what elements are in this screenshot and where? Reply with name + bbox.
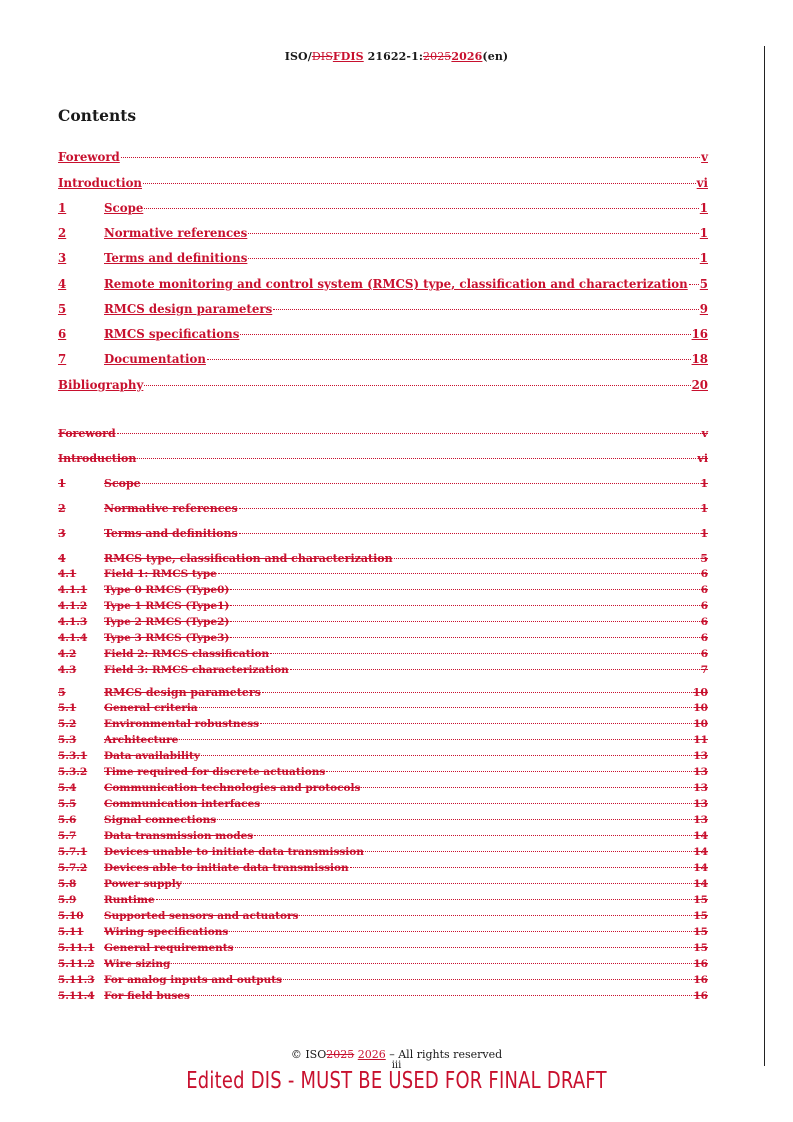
toc-leader-dots [689,284,699,285]
page-number: iii [391,1060,402,1071]
toc-entry[interactable] [58,584,708,596]
toc-entry[interactable] [58,798,708,810]
toc-entry-page: 20 [691,378,708,392]
toc-entry[interactable] [58,251,708,265]
toc-entry[interactable] [58,830,708,842]
toc-leader-dots [240,334,690,335]
toc-leader-dots [262,692,692,693]
toc-entry-page: 16 [693,958,708,970]
toc-entry-title: Communication interfaces [104,798,261,810]
toc-leader-dots [230,637,699,638]
toc-entry[interactable] [58,846,708,858]
toc-leader-dots [248,233,698,234]
toc-entry-number: 5.11.4 [58,990,95,1002]
toc-entry-number: 7 [58,352,67,366]
toc-leader-dots [191,995,693,996]
change-bar [764,46,765,1066]
toc-entry-page: 13 [693,782,708,794]
toc-leader-dots [326,771,692,772]
toc-entry-title: Environmental robustness [104,718,260,730]
toc-entry-number: 1 [58,201,67,215]
toc-leader-dots [171,963,692,964]
toc-entry-page: 9 [699,302,708,316]
toc-entry-page: 16 [693,990,708,1002]
toc-entry-number: 5.11.2 [58,958,95,970]
toc-entry-page: 1 [699,201,708,215]
toc-entry[interactable] [58,648,708,660]
toc-entry[interactable] [58,862,708,874]
toc-leader-dots [156,899,693,900]
toc-entry-page: 14 [693,846,708,858]
toc-entry-number: 1 [58,477,66,490]
toc-entry-title: Normative references [104,502,238,515]
toc-entry[interactable] [58,150,708,164]
toc-entry-title: Devices able to initiate data transmission [104,862,349,874]
toc-entry-title: Data transmission modes [104,830,254,842]
toc-entry[interactable] [58,718,708,730]
toc-entry[interactable] [58,378,708,392]
toc-entry[interactable] [58,782,708,794]
toc-entry-page: 15 [693,926,708,938]
toc-entry-title: Type 0 RMCS (Type0) [104,584,230,596]
toc-entry-page: 14 [693,830,708,842]
toc-entry-number: 5.6 [58,814,77,826]
toc-leader-dots [299,915,692,916]
toc-entry-page: 6 [700,600,708,612]
toc-leader-dots [144,385,690,386]
toc-entry-number: 4.3 [58,664,77,676]
toc-leader-dots [365,851,692,852]
toc-entry[interactable] [58,201,708,215]
toc-entry[interactable] [58,226,708,240]
toc-entry-title: Terms and definitions [104,527,238,540]
header-middle: 21622-1: [363,50,423,63]
toc-entry-number: 5.1 [58,702,77,714]
toc-entry-number: 5.3.1 [58,750,88,762]
toc-entry-number: 5.3 [58,734,77,746]
toc-entry[interactable] [58,568,708,580]
toc-entry-page: 13 [693,814,708,826]
header-inserted-year: 2026 [451,50,483,63]
toc-leader-dots [283,979,692,980]
toc-entry-number: 5.5 [58,798,77,810]
toc-entry-title: Terms and definitions [104,251,248,265]
toc-entry-page: 16 [693,974,708,986]
toc-entry[interactable] [58,327,708,341]
toc-entry-page: 5 [700,552,708,565]
toc-entry-title: Wire sizing [104,958,171,970]
toc-entry-number: 4.2 [58,648,77,660]
toc-entry-title: Data availability [104,750,200,762]
toc-entry-page: 10 [693,702,708,714]
toc-entry-page: 5 [699,277,708,291]
toc-entry[interactable] [58,734,708,746]
toc-entry-number: 5.2 [58,718,77,730]
toc-leader-dots [230,621,699,622]
toc-leader-dots [229,931,692,932]
toc-leader-dots [117,433,701,434]
footer-prefix: © ISO [290,1048,327,1061]
toc-entry-page: 13 [693,750,708,762]
toc-entry-title: Bibliography [58,378,144,392]
toc-leader-dots [270,653,699,654]
toc-entry-page: v [701,150,708,164]
toc-entry-number: 2 [58,502,66,515]
toc-leader-dots [230,589,699,590]
toc-entry-number: 6 [58,327,67,341]
toc-leader-dots [217,819,692,820]
toc-entry-number: 4 [58,277,67,291]
toc-entry-page: 13 [693,798,708,810]
toc-entry[interactable] [58,552,708,565]
toc-entry[interactable] [58,814,708,826]
toc-entry-page: 15 [693,942,708,954]
toc-entry[interactable] [58,452,708,465]
toc-entry-number: 5.11 [58,926,84,938]
toc-entry[interactable] [58,477,708,490]
header-deleted-stage: DIS [311,50,333,63]
toc-leader-dots [143,183,696,184]
header-inserted-stage: FDIS [332,50,364,63]
toc-entry-title: Power supply [104,878,182,890]
toc-entry-number: 5.11.1 [58,942,95,954]
toc-leader-dots [261,803,692,804]
toc-entry-number: 5.7.1 [58,846,88,858]
toc-entry-page: 7 [700,664,708,676]
toc-entry-title: For field buses [104,990,190,1002]
toc-entry-page: 1 [700,527,708,540]
toc-entry-number: 5 [58,302,67,316]
toc-entry-number: 4.1.4 [58,632,88,644]
toc-entry[interactable] [58,427,708,440]
toc-entry-title: Normative references [104,226,248,240]
toc-entry-page: 16 [691,327,708,341]
toc-entry-title: Documentation [104,352,206,366]
toc-entry-title: RMCS design parameters [104,686,261,699]
toc-entry-number: 5.3.2 [58,766,88,778]
toc-entry-page: 6 [700,616,708,628]
toc-leader-dots [273,309,699,310]
toc-entry-title: Field 1: RMCS type [104,568,217,580]
toc-entry[interactable] [58,926,708,938]
toc-entry-title: Introduction [58,176,143,190]
toc-entry-page: vi [697,452,708,465]
toc-entry-title: Type 3 RMCS (Type3) [104,632,230,644]
toc-entry-page: 6 [700,584,708,596]
toc-entry-page: v [701,427,708,440]
toc-entry-title: Type 2 RMCS (Type2) [104,616,230,628]
toc-entry[interactable] [58,176,708,190]
toc-entry-title: Introduction [58,452,137,465]
toc-entry-page: 6 [700,632,708,644]
toc-entry-title: Foreword [58,427,116,440]
toc-leader-dots [218,573,700,574]
toc-entry-page: 11 [693,734,708,746]
toc-entry[interactable] [58,990,708,1002]
header-prefix: ISO/ [284,50,312,63]
toc-entry-page: 13 [693,766,708,778]
toc-entry-title: General requirements [104,942,234,954]
footer-suffix: – All rights reserved [385,1048,503,1061]
toc-leader-dots [235,947,693,948]
toc-entry[interactable] [58,766,708,778]
toc-entry-title: Runtime [104,894,155,906]
toc-leader-dots [230,605,699,606]
toc-entry[interactable] [58,878,708,890]
toc-entry-page: 14 [693,862,708,874]
toc-leader-dots [137,458,696,459]
toc-leader-dots [183,883,693,884]
toc-entry-page: 15 [693,910,708,922]
toc-entry[interactable] [58,632,708,644]
toc-entry-title: Time required for discrete actuations [104,766,326,778]
footer-inserted-year: 2026 [357,1048,386,1061]
header-deleted-year: 2025 [423,50,452,63]
toc-leader-dots [207,359,691,360]
toc-entry[interactable] [58,702,708,714]
toc-entry-title: Devices unable to initiate data transmission [104,846,364,858]
toc-leader-dots [201,755,692,756]
toc-entry[interactable] [58,600,708,612]
toc-entry-page: 18 [691,352,708,366]
toc-entry-number: 4.1 [58,568,77,580]
toc-entry-number: 4.1.2 [58,600,88,612]
toc-entry[interactable] [58,894,708,906]
contents-title: Contents [58,106,137,125]
toc-leader-dots [179,739,692,740]
toc-leader-dots [144,208,698,209]
toc-entry-title: Scope [104,477,141,490]
toc-leader-dots [121,157,700,158]
toc-entry-page: vi [696,176,708,190]
toc-entry-title: Foreword [58,150,120,164]
toc-entry-number: 5.11.3 [58,974,95,986]
toc-entry-title: RMCS type, classification and characterization [104,552,393,565]
toc-leader-dots [260,723,692,724]
toc-entry-number: 5.7 [58,830,77,842]
toc-leader-dots [239,508,700,509]
toc-entry-number: 3 [58,527,66,540]
toc-leader-dots [199,707,693,708]
toc-entry-title: RMCS specifications [104,327,240,341]
toc-entry[interactable] [58,910,708,922]
toc-entry-number: 5.7.2 [58,862,88,874]
toc-entry-number: 5.10 [58,910,84,922]
toc-entry-number: 4.1.3 [58,616,88,628]
toc-entry[interactable] [58,352,708,366]
toc-entry-number: 4 [58,552,66,565]
toc-leader-dots [239,533,700,534]
toc-leader-dots [290,669,700,670]
header-suffix: (en) [482,50,509,63]
toc-entry-number: 5.9 [58,894,77,906]
toc-entry[interactable] [58,277,708,291]
toc-entry-title: Type 1 RMCS (Type1) [104,600,230,612]
toc-entry-page: 14 [693,878,708,890]
toc-entry-page: 15 [693,894,708,906]
toc-leader-dots [350,867,693,868]
toc-leader-dots [394,558,700,559]
toc-entry-title: Communication technologies and protocols [104,782,361,794]
toc-entry-page: 6 [700,568,708,580]
toc-entry-page: 6 [700,648,708,660]
toc-leader-dots [142,483,700,484]
toc-entry-title: Field 3: RMCS characterization [104,664,289,676]
toc-entry[interactable] [58,686,708,699]
toc-entry[interactable] [58,302,708,316]
toc-entry-number: 3 [58,251,67,265]
document-header [0,50,793,63]
toc-entry-page: 1 [699,251,708,265]
toc-entry-title: For analog inputs and outputs [104,974,282,986]
toc-entry-title: Scope [104,201,144,215]
toc-entry-number: 2 [58,226,67,240]
toc-entry-number: 5 [58,686,66,699]
toc-entry[interactable] [58,502,708,515]
toc-entry-title: General criteria [104,702,198,714]
toc-entry-title: Signal connections [104,814,217,826]
toc-entry-title: Field 2: RMCS classification [104,648,270,660]
toc-entry[interactable] [58,750,708,762]
toc-entry-page: 1 [700,477,708,490]
toc-entry-title: Supported sensors and actuators [104,910,299,922]
toc-leader-dots [361,787,692,788]
toc-entry[interactable] [58,664,708,676]
toc-entry-page: 10 [693,718,708,730]
watermark: Edited DIS - MUST BE USED FOR FINAL DRAFT [186,1068,607,1094]
toc-entry-page: 10 [692,686,708,699]
footer-deleted-year: 2025 [326,1048,355,1061]
toc-entry-title: RMCS design parameters [104,302,273,316]
toc-entry-number: 5.4 [58,782,77,794]
toc-entry-title: Wiring specifications [104,926,229,938]
toc-entry-number: 4.1.1 [58,584,88,596]
toc-entry-title: Architecture [104,734,179,746]
toc-leader-dots [254,835,692,836]
toc-leader-dots [248,258,698,259]
toc-entry[interactable] [58,942,708,954]
toc-entry-page: 1 [699,226,708,240]
toc-entry-page: 1 [700,502,708,515]
toc-entry[interactable] [58,958,708,970]
toc-entry[interactable] [58,616,708,628]
toc-entry-title: Remote monitoring and control system (RMCS) type, classification and characterization [104,277,688,291]
toc-entry[interactable] [58,527,708,540]
toc-entry[interactable] [58,974,708,986]
toc-entry-number: 5.8 [58,878,77,890]
